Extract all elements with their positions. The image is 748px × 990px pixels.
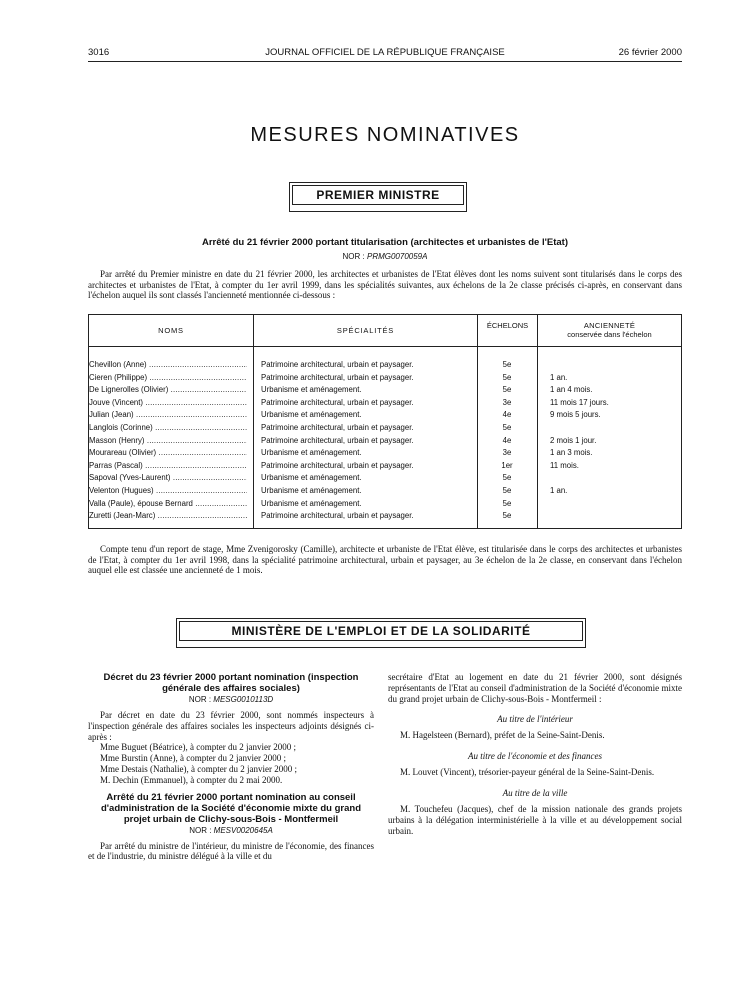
arrete-title: Arrêté du 21 février 2000 portant titularisation (architectes et urbanistes de l'Etat)	[201, 237, 568, 248]
table-row	[89, 409, 681, 421]
cell-specialite: Patrimoine architectural, urbain et paysager.	[261, 423, 414, 432]
nor-label: NOR :	[188, 695, 212, 704]
cell-nom: Valla (Paule), épouse Bernard .....	[89, 498, 247, 510]
cell-nom: Zuretti (Jean-Marc) .....	[89, 510, 247, 522]
arrete-nomination-title: Arrêté du 21 février 2000 portant nomination au conseil d'administration de la Société d'économie mixte du grand projet urbain de Clichy-sous-Bois - Montfermeil	[100, 791, 361, 825]
appointee-line: M. Dechin (Emmanuel), à compter du 2 mai 2000.	[100, 774, 283, 785]
ministry-label: PREMIER MINISTRE	[292, 185, 464, 205]
arrete-continuation-paragraph: secrétaire d'Etat au logement en date du 21 février 2000, sont désignés représentants de l'Etat au conseil d'administration de la Société d'économie mixte du grand projet urbain de Clichy-sous-Bois - Montfermeil :	[388, 672, 682, 704]
cell-nom: Mourareau (Olivier) .....	[89, 447, 247, 459]
cell-anciennete: 11 mois 17 jours.	[550, 397, 609, 407]
table-row	[89, 498, 681, 510]
ministry-box-premier-ministre	[289, 182, 467, 212]
left-column	[88, 672, 374, 862]
arrete-intro-paragraph: Par arrêté du Premier ministre en date du 21 février 2000, les architectes et urbanistes de l'Etat élèves dont les noms suivent sont titularisés dans le corps des architectes et urbanistes de l'Etat, à compter du 1er avril 1999, dans les spécialités suivantes, aux échelons de la 2e classe précisés ci-après, en conservant dans l'échelon auquel ils sont classés l'ancienneté mentionnée ci-dessous :	[88, 269, 682, 301]
decret-title: Décret du 23 février 2000 portant nomination (inspection générale des affaires sociales)	[103, 672, 359, 694]
representative-ville: M. Touchefeu (Jacques), chef de la mission nationale des grands projets urbains à la délégation interministérielle à la ville et au développement social urbain.	[388, 803, 682, 836]
cell-echelon: 3e	[502, 448, 512, 458]
cell-echelon: 5e	[502, 372, 512, 382]
cell-echelon: 4e	[502, 410, 512, 420]
subheading-ville: Au titre de la ville	[502, 787, 568, 798]
cell-specialite: Patrimoine architectural, urbain et paysager.	[261, 511, 414, 521]
table-row	[89, 422, 681, 434]
cell-anciennete: 1 an 4 mois.	[550, 385, 593, 395]
table-row	[89, 372, 681, 384]
header-rule	[88, 61, 682, 62]
representative-economie: M. Louvet (Vincent), trésorier-payeur général de la Seine-Saint-Denis.	[400, 767, 655, 778]
cell-specialite: Patrimoine architectural, urbain et paysager.	[261, 460, 414, 470]
cell-specialite: Patrimoine architectural, urbain et paysager.	[261, 435, 414, 445]
cell-specialite: Urbanisme et aménagement.	[261, 486, 362, 495]
cell-echelon: 4e	[502, 435, 512, 445]
representative-interieur: M. Hagelsteen (Bernard), préfet de la Seine-Saint-Denis.	[400, 730, 605, 741]
appointee-line: Mme Burstin (Anne), à compter du 2 janvier 2000 ;	[100, 753, 286, 764]
appointee-line: Mme Buguet (Béatrice), à compter du 2 janvier 2000 ;	[100, 742, 296, 753]
table-row	[89, 485, 681, 497]
cell-anciennete: 9 mois 5 jours.	[550, 410, 601, 420]
subheading-economie: Au titre de l'économie et des finances	[467, 751, 603, 762]
table-row	[89, 435, 681, 447]
main-title: MESURES NOMINATIVES	[250, 124, 520, 146]
journal-title: JOURNAL OFFICIEL DE LA RÉPUBLIQUE FRANÇAISE	[265, 47, 505, 58]
cell-specialite: Patrimoine architectural, urbain et paysager.	[261, 397, 414, 407]
cell-echelon: 5e	[502, 360, 512, 369]
table-row	[89, 359, 681, 371]
cell-specialite: Patrimoine architectural, urbain et paysager.	[261, 360, 414, 369]
issue-date: 26 février 2000	[618, 47, 682, 58]
ministry-label: MINISTÈRE DE L'EMPLOI ET DE LA SOLIDARITÉ	[179, 621, 583, 641]
header-anciennete: ANCIENNETÉ	[583, 321, 636, 330]
report-stage-paragraph: Compte tenu d'un report de stage, Mme Zvenigorosky (Camille), architecte et urbaniste de l'Etat élève, est titularisée dans le corps des architectes et urbanistes de l'Etat, à compter du 1er avril 1998, dans la spécialité patrimoine architectural, urbain et paysager, au 3e échelon de la 2e classe, en conservant dans l'échelon auquel elle est classée une ancienneté de 1 mois.	[88, 544, 682, 576]
cell-specialite: Urbanisme et aménagement.	[261, 498, 362, 508]
cell-nom: Chevillon (Anne) .....	[89, 359, 247, 371]
table-row	[89, 472, 681, 484]
cell-anciennete: 1 an.	[550, 486, 568, 495]
nor-label: NOR :	[342, 252, 365, 261]
header-noms: NOMS	[158, 326, 184, 335]
arrete-nor-reference	[88, 826, 374, 835]
arrete-intro-paragraph: Par arrêté du ministre de l'intérieur, du ministre de l'économie, des finances et de l'industrie, du ministre délégué à la ville et du	[88, 840, 374, 862]
ministry-box-emploi-solidarite	[176, 618, 586, 648]
header-anciennete-sub: conservée dans l'échelon	[567, 330, 652, 339]
cell-echelon: 5e	[502, 473, 512, 483]
table-row	[89, 384, 681, 396]
nor-code: MESV0020645A	[213, 825, 273, 835]
cell-echelon: 5e	[502, 511, 512, 521]
header-specialites: SPÉCIALITÉS	[336, 326, 395, 335]
cell-anciennete: 2 mois 1 jour.	[550, 435, 597, 445]
cell-nom: Sapoval (Yves-Laurent) .....	[89, 472, 247, 484]
table-row	[89, 460, 681, 472]
cell-nom: Julian (Jean) .....	[89, 409, 247, 421]
cell-echelon: 5e	[502, 423, 512, 432]
nor-reference	[88, 252, 682, 261]
nor-code: MESG0010113D	[213, 695, 274, 704]
nor-label: NOR :	[189, 825, 212, 835]
cell-anciennete: 1 an.	[550, 372, 568, 382]
cell-specialite: Urbanisme et aménagement.	[261, 473, 362, 483]
cell-nom: Jouve (Vincent) .....	[89, 397, 247, 409]
cell-echelon: 5e	[502, 486, 512, 495]
cell-nom: Masson (Henry) .....	[89, 435, 247, 447]
running-header	[88, 47, 682, 61]
decret-nor-reference	[88, 695, 374, 704]
cell-echelon: 5e	[502, 498, 512, 508]
right-column	[388, 672, 682, 836]
header-divider	[89, 346, 681, 347]
nor-code: PRMG0070059A	[366, 252, 428, 261]
cell-anciennete: 11 mois.	[550, 460, 579, 470]
cell-nom: Cieren (Philippe) .....	[89, 372, 247, 384]
table-row	[89, 447, 681, 459]
table-row	[89, 397, 681, 409]
header-echelons: ÉCHELONS	[486, 321, 529, 330]
cell-echelon: 5e	[502, 385, 512, 395]
cell-nom: Parras (Pascal) .....	[89, 460, 247, 472]
cell-nom: De Lignerolles (Olivier) .....	[89, 384, 247, 396]
cell-echelon: 1er	[501, 460, 513, 470]
cell-specialite: Urbanisme et aménagement.	[261, 385, 362, 395]
cell-nom: Velenton (Hugues) .....	[89, 485, 247, 497]
titularisation-table	[88, 314, 682, 529]
appointee-line: Mme Destais (Nathalie), à compter du 2 janvier 2000 ;	[100, 763, 297, 774]
cell-nom: Langlois (Corinne) .....	[89, 422, 247, 434]
cell-specialite: Patrimoine architectural, urbain et paysager.	[261, 372, 414, 382]
decret-intro-paragraph: Par décret en date du 23 février 2000, sont nommés inspecteurs à l'inspection générale des affaires sociales les inspecteurs adjoints désignés ci-après :	[88, 710, 374, 742]
cell-specialite: Urbanisme et aménagement.	[261, 448, 362, 458]
page-number: 3016	[88, 47, 110, 58]
cell-echelon: 3e	[502, 397, 512, 407]
cell-specialite: Urbanisme et aménagement.	[261, 410, 362, 420]
cell-anciennete: 1 an 3 mois.	[550, 448, 593, 458]
table-row	[89, 510, 681, 522]
subheading-interieur: Au titre de l'intérieur	[497, 714, 573, 725]
